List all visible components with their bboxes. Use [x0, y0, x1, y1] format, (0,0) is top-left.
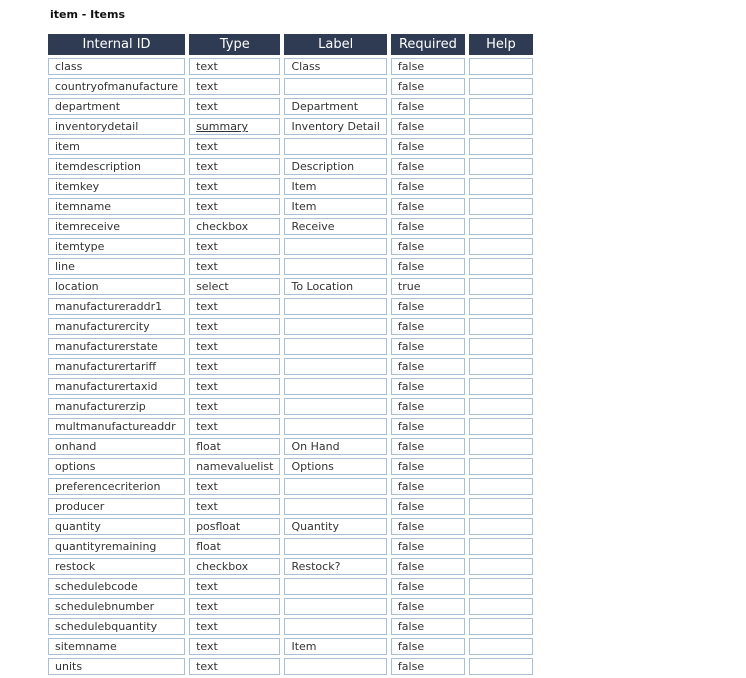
cell-type: text: [189, 398, 280, 415]
cell-help: [469, 438, 533, 455]
cell-internal-id: itemtype: [48, 238, 185, 255]
table-row: [48, 598, 533, 615]
cell-type: text: [189, 298, 280, 315]
cell-required: false: [391, 398, 465, 415]
cell-type: posfloat: [189, 518, 280, 535]
cell-label: [284, 258, 386, 275]
cell-label: [284, 398, 386, 415]
header-required: Required: [391, 34, 465, 55]
cell-help: [469, 618, 533, 635]
cell-required: false: [391, 458, 465, 475]
cell-internal-id: itemdescription: [48, 158, 185, 175]
cell-label: [284, 498, 386, 515]
cell-type: text: [189, 138, 280, 155]
table-row: [48, 158, 533, 175]
cell-label: [284, 618, 386, 635]
table-row: [48, 418, 533, 435]
cell-help: [469, 578, 533, 595]
table-row: [48, 398, 533, 415]
cell-type: text: [189, 598, 280, 615]
header-type: Type: [189, 34, 280, 55]
cell-internal-id: itemname: [48, 198, 185, 215]
cell-label: [284, 658, 386, 675]
cell-required: false: [391, 638, 465, 655]
cell-required: false: [391, 658, 465, 675]
cell-type: [189, 118, 280, 135]
cell-label: [284, 538, 386, 555]
cell-type: text: [189, 78, 280, 95]
cell-internal-id: sitemname: [48, 638, 185, 655]
cell-help: [469, 98, 533, 115]
cell-help: [469, 658, 533, 675]
cell-type: namevaluelist: [189, 458, 280, 475]
cell-required: false: [391, 178, 465, 195]
cell-type: text: [189, 178, 280, 195]
cell-label: [284, 578, 386, 595]
table-row: [48, 498, 533, 515]
cell-help: [469, 398, 533, 415]
cell-label: Department: [284, 98, 386, 115]
cell-required: false: [391, 298, 465, 315]
cell-label: [284, 238, 386, 255]
cell-label: [284, 598, 386, 615]
cell-internal-id: preferencecriterion: [48, 478, 185, 495]
table-body: [48, 58, 533, 675]
cell-type: float: [189, 538, 280, 555]
cell-label: [284, 378, 386, 395]
cell-help: [469, 378, 533, 395]
cell-internal-id: item: [48, 138, 185, 155]
cell-label: [284, 298, 386, 315]
cell-required: false: [391, 618, 465, 635]
cell-help: [469, 638, 533, 655]
cell-required: false: [391, 78, 465, 95]
cell-type: float: [189, 438, 280, 455]
cell-internal-id: producer: [48, 498, 185, 515]
table-row: [48, 558, 533, 575]
cell-internal-id: department: [48, 98, 185, 115]
cell-label: [284, 338, 386, 355]
cell-type: text: [189, 378, 280, 395]
cell-required: false: [391, 98, 465, 115]
cell-type: text: [189, 498, 280, 515]
cell-type: text: [189, 338, 280, 355]
cell-help: [469, 118, 533, 135]
table-row: [48, 238, 533, 255]
table-row: [48, 218, 533, 235]
table-row: [48, 138, 533, 155]
table-row: [48, 278, 533, 295]
cell-label: [284, 138, 386, 155]
cell-type: checkbox: [189, 218, 280, 235]
header-row: [48, 34, 533, 55]
cell-label: Item: [284, 198, 386, 215]
cell-required: false: [391, 198, 465, 215]
cell-label: Description: [284, 158, 386, 175]
cell-internal-id: countryofmanufacture: [48, 78, 185, 95]
cell-required: false: [391, 218, 465, 235]
table-row: [48, 78, 533, 95]
cell-required: false: [391, 118, 465, 135]
cell-help: [469, 258, 533, 275]
cell-type: text: [189, 478, 280, 495]
table-row: [48, 118, 533, 135]
cell-label: To Location: [284, 278, 386, 295]
cell-type: select: [189, 278, 280, 295]
cell-internal-id: inventorydetail: [48, 118, 185, 135]
cell-required: false: [391, 518, 465, 535]
cell-internal-id: schedulebnumber: [48, 598, 185, 615]
cell-required: false: [391, 138, 465, 155]
cell-required: false: [391, 378, 465, 395]
cell-help: [469, 138, 533, 155]
table-row: [48, 378, 533, 395]
cell-internal-id: manufacturerzip: [48, 398, 185, 415]
cell-type: text: [189, 58, 280, 75]
table-row: [48, 618, 533, 635]
cell-internal-id: manufacturertaxid: [48, 378, 185, 395]
cell-label: Options: [284, 458, 386, 475]
cell-help: [469, 518, 533, 535]
cell-internal-id: class: [48, 58, 185, 75]
cell-label: Item: [284, 178, 386, 195]
cell-label: Item: [284, 638, 386, 655]
cell-internal-id: options: [48, 458, 185, 475]
cell-type: text: [189, 418, 280, 435]
cell-label: [284, 418, 386, 435]
cell-help: [469, 238, 533, 255]
cell-label: [284, 78, 386, 95]
cell-required: false: [391, 438, 465, 455]
cell-internal-id: quantityremaining: [48, 538, 185, 555]
cell-required: false: [391, 338, 465, 355]
cell-required: false: [391, 258, 465, 275]
cell-help: [469, 178, 533, 195]
cell-internal-id: manufactureraddr1: [48, 298, 185, 315]
cell-internal-id: manufacturertariff: [48, 358, 185, 375]
cell-required: false: [391, 558, 465, 575]
cell-type: text: [189, 318, 280, 335]
cell-help: [469, 198, 533, 215]
cell-internal-id: manufacturercity: [48, 318, 185, 335]
table-row: [48, 518, 533, 535]
table-row: [48, 438, 533, 455]
cell-internal-id: quantity: [48, 518, 185, 535]
cell-required: false: [391, 238, 465, 255]
table-row: [48, 58, 533, 75]
cell-required: false: [391, 598, 465, 615]
cell-label: Restock?: [284, 558, 386, 575]
header-label: Label: [284, 34, 386, 55]
cell-required: false: [391, 358, 465, 375]
cell-label: [284, 478, 386, 495]
cell-required: false: [391, 538, 465, 555]
table-row: [48, 358, 533, 375]
cell-type: text: [189, 198, 280, 215]
cell-required: false: [391, 578, 465, 595]
cell-required: false: [391, 418, 465, 435]
cell-help: [469, 318, 533, 335]
table-row: [48, 658, 533, 675]
cell-label: Receive: [284, 218, 386, 235]
table-row: [48, 178, 533, 195]
cell-type: text: [189, 358, 280, 375]
cell-label: [284, 358, 386, 375]
cell-help: [469, 278, 533, 295]
table-row: [48, 258, 533, 275]
table-row: [48, 638, 533, 655]
cell-help: [469, 58, 533, 75]
page-title: item - Items: [50, 8, 125, 21]
cell-type: text: [189, 258, 280, 275]
cell-help: [469, 78, 533, 95]
cell-required: false: [391, 478, 465, 495]
cell-type: text: [189, 658, 280, 675]
cell-help: [469, 458, 533, 475]
cell-help: [469, 478, 533, 495]
cell-required: false: [391, 58, 465, 75]
fields-table: [44, 31, 537, 678]
cell-help: [469, 418, 533, 435]
cell-help: [469, 158, 533, 175]
cell-required: false: [391, 318, 465, 335]
cell-required: true: [391, 278, 465, 295]
cell-internal-id: schedulebquantity: [48, 618, 185, 635]
cell-help: [469, 538, 533, 555]
cell-help: [469, 218, 533, 235]
table-row: [48, 338, 533, 355]
cell-type: checkbox: [189, 558, 280, 575]
cell-label: [284, 318, 386, 335]
header-help: Help: [469, 34, 533, 55]
cell-internal-id: units: [48, 658, 185, 675]
table-row: [48, 298, 533, 315]
cell-type: text: [189, 618, 280, 635]
table-row: [48, 478, 533, 495]
cell-required: false: [391, 158, 465, 175]
cell-label: Quantity: [284, 518, 386, 535]
table-row: [48, 98, 533, 115]
cell-type: text: [189, 158, 280, 175]
table-row: [48, 318, 533, 335]
cell-internal-id: line: [48, 258, 185, 275]
cell-internal-id: itemkey: [48, 178, 185, 195]
cell-required: false: [391, 498, 465, 515]
cell-internal-id: multmanufactureaddr: [48, 418, 185, 435]
cell-internal-id: location: [48, 278, 185, 295]
table-row: [48, 458, 533, 475]
cell-label: On Hand: [284, 438, 386, 455]
table-row: [48, 578, 533, 595]
cell-type: text: [189, 98, 280, 115]
cell-internal-id: restock: [48, 558, 185, 575]
table-row: [48, 538, 533, 555]
type-link[interactable]: summary: [196, 120, 248, 133]
cell-help: [469, 358, 533, 375]
cell-internal-id: itemreceive: [48, 218, 185, 235]
cell-type: text: [189, 578, 280, 595]
cell-label: Inventory Detail: [284, 118, 386, 135]
cell-help: [469, 338, 533, 355]
cell-help: [469, 498, 533, 515]
cell-type: text: [189, 238, 280, 255]
cell-internal-id: onhand: [48, 438, 185, 455]
cell-help: [469, 298, 533, 315]
cell-help: [469, 558, 533, 575]
cell-type: text: [189, 638, 280, 655]
cell-internal-id: schedulebcode: [48, 578, 185, 595]
cell-label: Class: [284, 58, 386, 75]
cell-help: [469, 598, 533, 615]
cell-internal-id: manufacturerstate: [48, 338, 185, 355]
table-row: [48, 198, 533, 215]
header-internal-id: Internal ID: [48, 34, 185, 55]
